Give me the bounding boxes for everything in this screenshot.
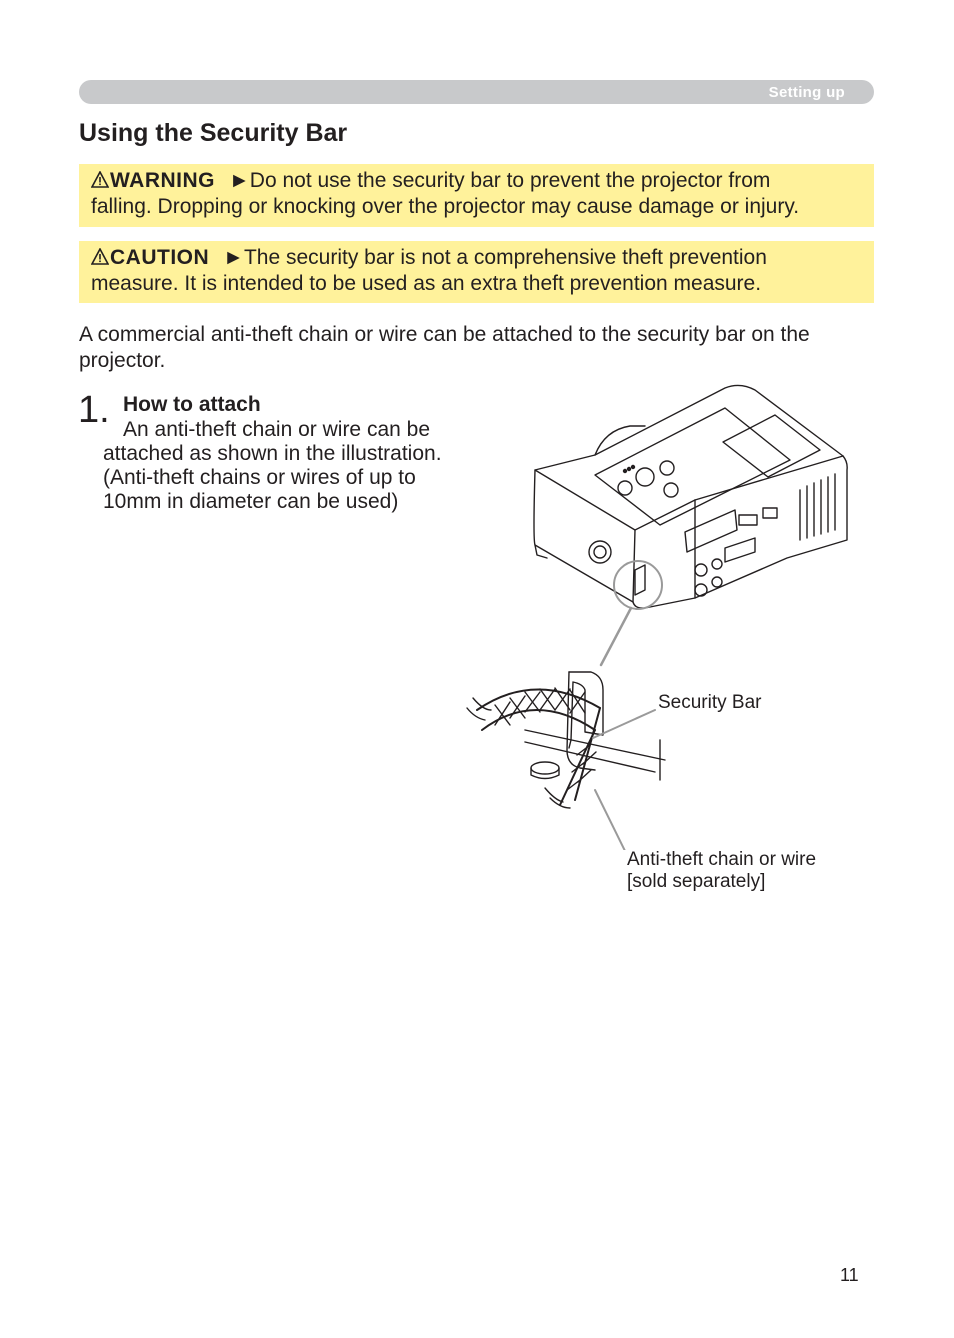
caution-notice	[79, 241, 874, 303]
step-line-2: attached as shown in the illustration.	[103, 442, 442, 465]
warning-triangle-icon	[91, 171, 109, 188]
security-bar-label: Security Bar	[658, 692, 762, 713]
projector-drawing	[534, 385, 847, 608]
warning-line-1	[91, 168, 862, 194]
intro-line-2: projector.	[79, 349, 166, 372]
caution-arrow-icon: ►	[223, 246, 244, 269]
caution-tag: CAUTION	[110, 246, 210, 269]
warning-arrow-icon: ►	[229, 169, 250, 192]
security-bar-detail	[467, 672, 665, 808]
chain-label-line-1: Anti-theft chain or wire	[627, 849, 817, 870]
chain-label-line-2: [sold separately]	[627, 871, 766, 892]
page-title: Using the Security Bar	[79, 119, 348, 147]
chain-label	[627, 849, 816, 893]
page-number: 11	[840, 1265, 859, 1285]
section-header-bar	[79, 80, 874, 104]
intro-paragraph	[79, 322, 869, 374]
step-line-1: An anti-theft chain or wire can be	[123, 418, 431, 441]
chain-leader	[595, 790, 627, 850]
warning-notice	[79, 164, 874, 227]
caution-text-1: The security bar is not a comprehensive theft prevention	[243, 246, 767, 269]
zoom-line	[601, 608, 631, 665]
caution-text-2: measure. It is intended to be used as an extra theft prevention measure.	[91, 272, 762, 295]
warning-tag: WARNING	[110, 169, 215, 192]
step-description	[103, 418, 483, 514]
warning-text-2: falling. Dropping or knocking over the projector may cause damage or injury.	[91, 195, 800, 218]
security-bar-leader	[593, 710, 655, 738]
warning-text-1: Do not use the security bar to prevent the projector from	[249, 169, 771, 192]
caution-line-1	[91, 245, 862, 271]
security-bar-illustration	[455, 380, 855, 850]
section-label: Setting up	[768, 84, 845, 101]
step-number: 1.	[78, 389, 110, 431]
step-heading: How to attach	[123, 393, 261, 416]
caution-triangle-icon	[91, 248, 109, 265]
step-line-4: 10mm in diameter can be used)	[103, 490, 399, 513]
intro-line-1: A commercial anti-theft chain or wire can be attached to the security bar on the	[79, 323, 810, 346]
step-line-3: (Anti-theft chains or wires of up to	[103, 466, 416, 489]
